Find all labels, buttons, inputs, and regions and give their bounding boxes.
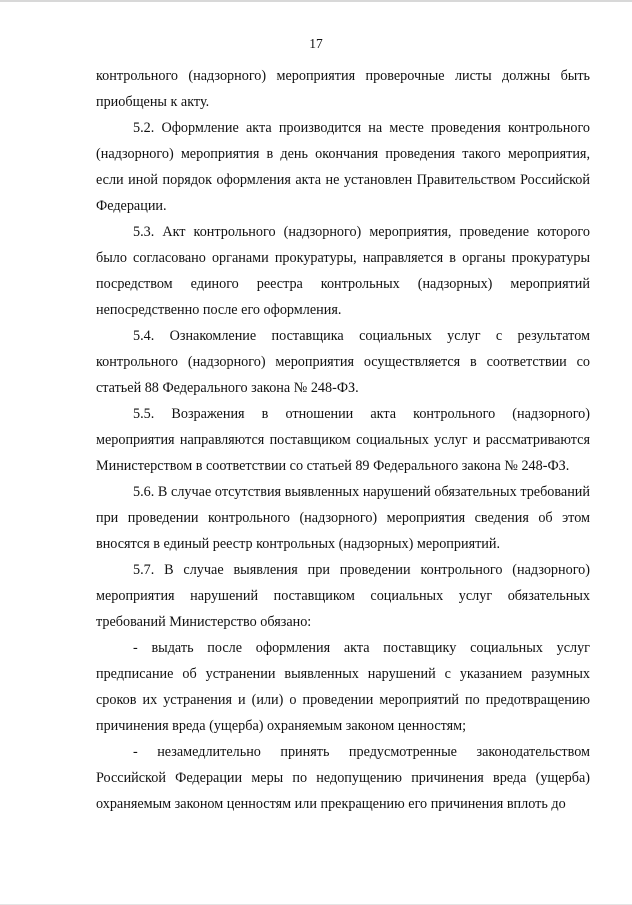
scan-top-edge	[0, 0, 632, 2]
paragraph-5-2: 5.2. Оформление акта производится на месте проведения контрольного (надзорного) мероприятия в день окончания проведения такого мероприятия, если иной порядок оформления акта не установлен Правительством Российской Федерации.	[96, 120, 590, 214]
paragraph-5-7: 5.7. В случае выявления при проведении контрольного (надзорного) мероприятия нарушений поставщиком социальных услуг обязательных требований Министерство обязано:	[96, 562, 590, 630]
list-item-issue-order: - выдать после оформления акта поставщику социальных услуг предписание об устранении выявленных нарушений с указанием разумных сроков их устранения и (или) о проведении мероприятий по предотвращению причинения вреда (ущерба) охраняемым законом ценностям;	[96, 640, 590, 734]
paragraph-5-5: 5.5. Возражения в отношении акта контрольного (надзорного) мероприятия направляются поставщиком социальных услуг и рассматриваются Министерством в соответствии со статьей 89 Федерального закона № 248-ФЗ.	[96, 406, 590, 474]
paragraph-continuation: контрольного (надзорного) мероприятия проверочные листы должны быть приобщены к акту.	[96, 68, 590, 110]
paragraph-5-3: 5.3. Акт контрольного (надзорного) мероприятия, проведение которого было согласовано органами прокуратуры, направляется в органы прокуратуры посредством единого реестра контрольных (надзорных) мероприятий непосредственно после его оформления.	[96, 224, 590, 318]
paragraph-5-6: 5.6. В случае отсутствия выявленных нарушений обязательных требований при проведении контрольного (надзорного) мероприятия сведения об этом вносятся в единый реестр контрольных (надзорных) мероприятий.	[96, 484, 590, 552]
document-body	[96, 63, 590, 817]
paragraph-5-4: 5.4. Ознакомление поставщика социальных услуг с результатом контрольного (надзорного) мероприятия осуществляется в соответствии со статьей 88 Федерального закона № 248-ФЗ.	[96, 328, 590, 396]
page-number: 17	[309, 36, 323, 51]
list-item-take-measures: - незамедлительно принять предусмотренные законодательством Российской Федерации меры по недопущению причинения вреда (ущерба) охраняемым законом ценностям или прекращению его причинения вплоть до	[96, 744, 590, 812]
